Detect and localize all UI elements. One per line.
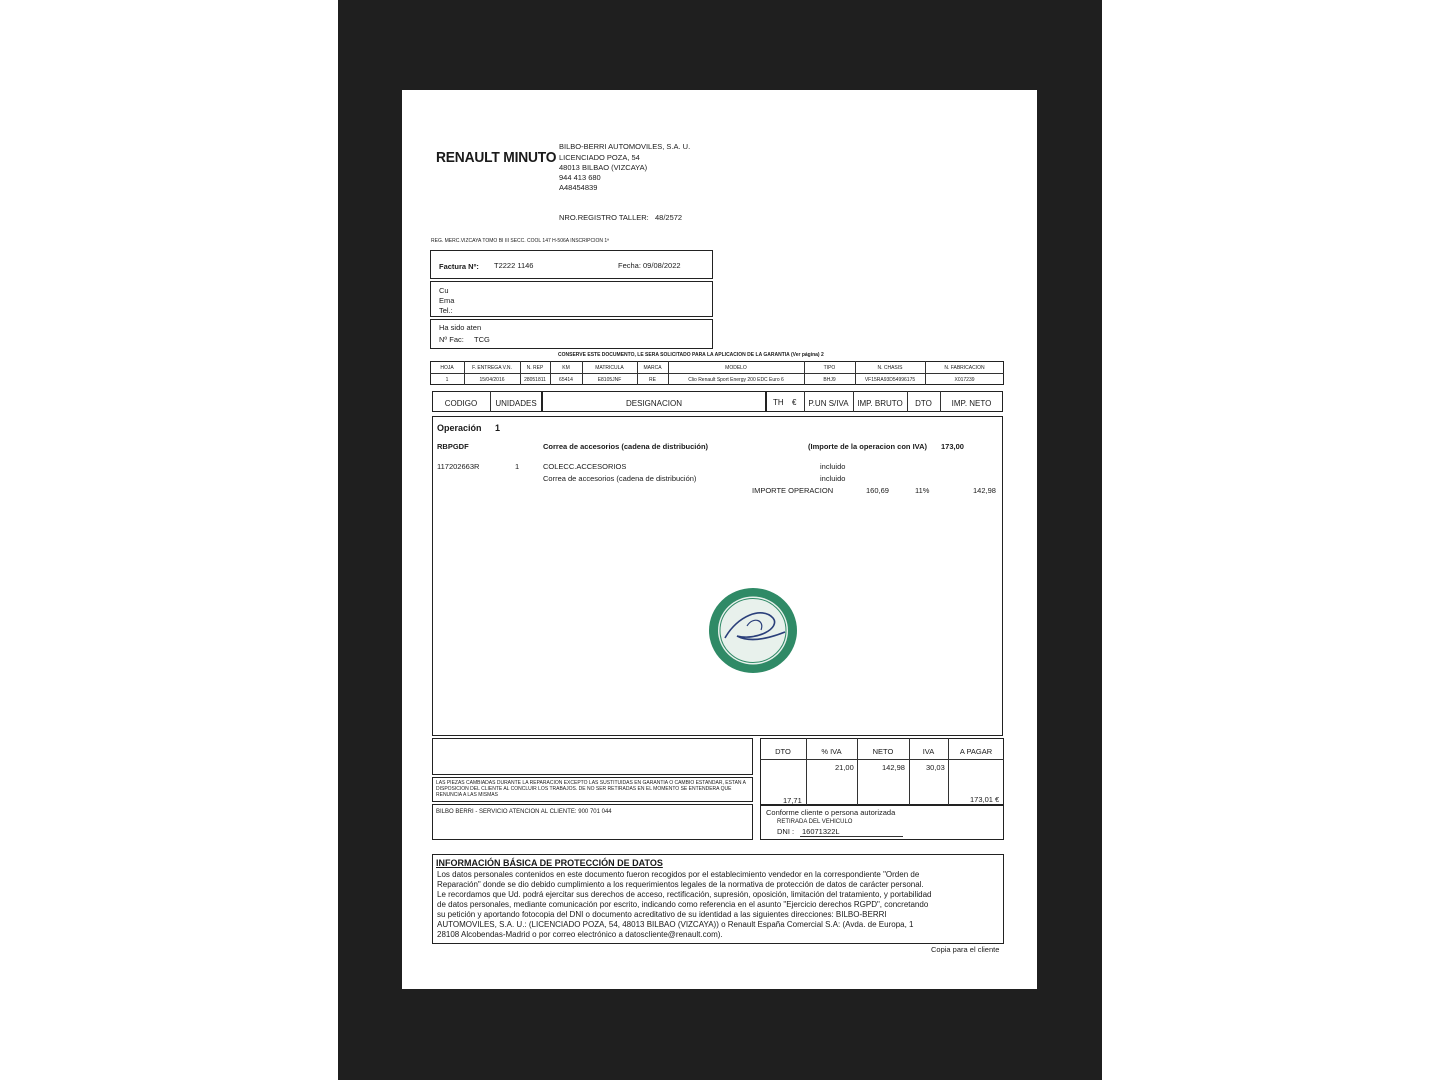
subtotal-dto: 11% [915,486,930,495]
items-header-th: TH [773,398,784,407]
vehicle-header: N. FABRICACION [944,365,985,371]
retirada-text: RETIRADA DEL VEHICULO [777,819,853,825]
vehicle-table-divider [430,373,1004,374]
subtotal-net: 142,98 [973,486,996,495]
fac-value: TCG [474,335,490,344]
dni-underline [800,836,903,837]
customer-phone: Tel.: [439,306,453,315]
brand-logo-text: RENAULT MINUTO [436,149,557,166]
workshop-registry: NRO.REGISTRO TALLER: 48/2572 [559,213,683,222]
items-header-codigo: CODIGO [444,399,478,408]
vehicle-value: 65414 [559,377,573,383]
mercantile-registry: REG. MERC.VIZCAYA TOMO BI III SECC. COOL 147 H-506A INSCRIPCION 1ª [431,238,610,244]
totals-neto: 142,98 [882,763,905,772]
scan-border-right [1037,0,1102,1080]
items-header-gross: IMP. BRUTO [857,399,903,408]
vehicle-value: E8105JNF [597,377,622,383]
operation-total-label: (Importe de la operacion con IVA) [808,442,928,451]
vehicle-value: 28051811 [524,377,546,383]
vehicle-value: RE [649,377,656,383]
customer-line-1: Cu [439,286,449,295]
totals-header-iva: IVA [922,747,935,756]
part-included-2: incluido [820,474,846,483]
subtotal-gross: 160,69 [866,486,889,495]
attended-by: Ha sido aten [439,323,482,332]
totals-header-a-pagar: A PAGAR [959,747,993,756]
company-cif: A48454839 [559,183,598,192]
vehicle-value: BHJ9 [823,377,836,383]
items-header-designacion: DESIGNACION [625,399,682,408]
pieces-note: LAS PIEZAS CAMBIADAS DURANTE LA REPARACION EXCEPTO LAS SUSTITUIDAS EN GARANTIA O CAMBIO ESTANDAR, ESTAN A DISPOSICION DEL CLIENTE AL CONCLUIR LOS TRABAJOS. DE NO SER RETIRADAS EN EL MOMENTO SE ENTENDERA QUE RENUNCIA A LAS MISMAS [436,780,746,798]
totals-header-iva-pct: % IVA [821,747,842,756]
vehicle-header: N. CHASIS [877,365,903,371]
vehicle-value: X017239 [954,377,975,383]
company-name: BILBO-BERRI AUTOMOVILES, S.A. U. [559,142,691,151]
totals-a-pagar: 173,01 € [970,795,1000,804]
items-header-currency: € [792,398,797,407]
vehicle-header: N. REP [526,365,544,371]
operation-number: 1 [495,423,501,433]
company-address: LICENCIADO POZA, 54 [559,153,640,162]
vehicle-header: F. ENTREGA V.N. [472,365,512,371]
scan-border-top [338,0,1102,90]
privacy-line: 28108 Alcobendas-Madrid o por correo electrónico a datoscliente@renault.com). [437,930,723,939]
warranty-note: CONSERVE ESTE DOCUMENTO, LE SERA SOLICITADO PARA LA APLICACION DE LA GARANTIA (Ver página) 2 [558,352,824,358]
vehicle-header: TIPO [823,365,836,371]
conforme-text: Conforme cliente o persona autorizada [766,808,896,817]
privacy-line: AUTOMOVILES, S.A. U.: (LICENCIADO POZA, 54, 48013 BILBAO (VIZCAYA)) o Renault España Comercial S.A: (Avda. de Europa, 1 [437,920,914,929]
invoice-number: T2222 1146 [494,261,534,270]
fac-label: Nº Fac: [439,335,464,344]
privacy-line: Los datos personales contenidos en este documento fueron recogidos por el establecimiento vendedor en la correspondiente "Orden de [437,870,920,879]
operation-title: Correa de accesorios (cadena de distribución) [543,442,709,451]
privacy-line: Le recordamos que Ud. podrá ejercitar sus derechos de acceso, rectificación, supresión, oposición, limitación del tratamiento, y portabilidad [437,890,932,899]
vehicle-header: KM [562,365,570,371]
service-note: BILBO BERRI - SERVICIO ATENCION AL CLIENTE: 900 701 044 [436,809,612,815]
vehicle-header: MODELO [725,365,747,371]
copy-label: Copia para el cliente [931,945,1000,954]
totals-iva: 30,03 [926,763,945,772]
vehicle-value: 15/04/2016 [479,377,505,383]
part-desc-2: Correa de accesorios (cadena de distribución) [543,474,697,483]
customer-email: Ema [439,296,455,305]
part-included-1: incluido [820,462,846,471]
vehicle-value: 1 [445,377,449,383]
workshop-stamp [707,586,799,675]
subtotal-label: IMPORTE OPERACION [752,486,834,495]
vehicle-header: MATRICULA [595,365,624,371]
items-header-unidades: UNIDADES [495,399,537,408]
dni-label: DNI : [777,827,795,836]
customer-box [430,281,713,317]
company-phone: 944 413 680 [559,173,601,182]
totals-left-blank [432,738,753,775]
dni-value: 16071322L [802,827,840,836]
part-units: 1 [515,462,520,471]
vehicle-value: VF15RA93D54996175 [864,377,916,383]
totals-header-neto: NETO [872,747,894,756]
totals-divider [760,759,1004,760]
operation-code: RBPGDF [437,442,469,451]
invoice-number-label: Factura Nº: [439,262,479,271]
items-header-unit-price: P.UN S/IVA [808,399,849,408]
operation-total-value: 173,00 [941,442,964,451]
vehicle-value: Clio Renault Sport Energy 200 EDC Euro 6 [688,377,784,383]
invoice-date: Fecha: 09/08/2022 [618,261,681,270]
part-code: 117202663R [437,462,480,471]
privacy-line: su petición y aportando fotocopia del DNI o documento acreditativo de su identidad a las siguientes direcciones: BILBO-BERRI [437,910,887,919]
totals-dto: 17,71 [783,796,802,805]
scan-border-left [338,0,402,1080]
vehicle-header: MARCA [643,365,662,371]
totals-iva-pct: 21,00 [835,763,854,772]
privacy-line: de datos personales, mediante comunicación por escrito, indicando como referencia en el asunto "Ejercicio derechos RGPD", concretando [437,900,929,909]
vehicle-header: HOJA [440,365,454,371]
part-desc-1: COLECC.ACCESORIOS [543,462,627,471]
company-city: 48013 BILBAO (VIZCAYA) [559,163,648,172]
items-header-net: IMP. NETO [951,399,992,408]
privacy-title: INFORMACIÓN BÁSICA DE PROTECCIÓN DE DATOS [436,858,663,868]
items-header-dto: DTO [915,399,932,408]
totals-header-dto: DTO [775,747,791,756]
scan-border-bottom [338,989,1102,1080]
operation-label: Operación [437,423,482,433]
privacy-line: Reparación" donde se dio debido cumplimiento a los requerimientos legales de la normativa de protección de datos de carácter personal. [437,880,924,889]
